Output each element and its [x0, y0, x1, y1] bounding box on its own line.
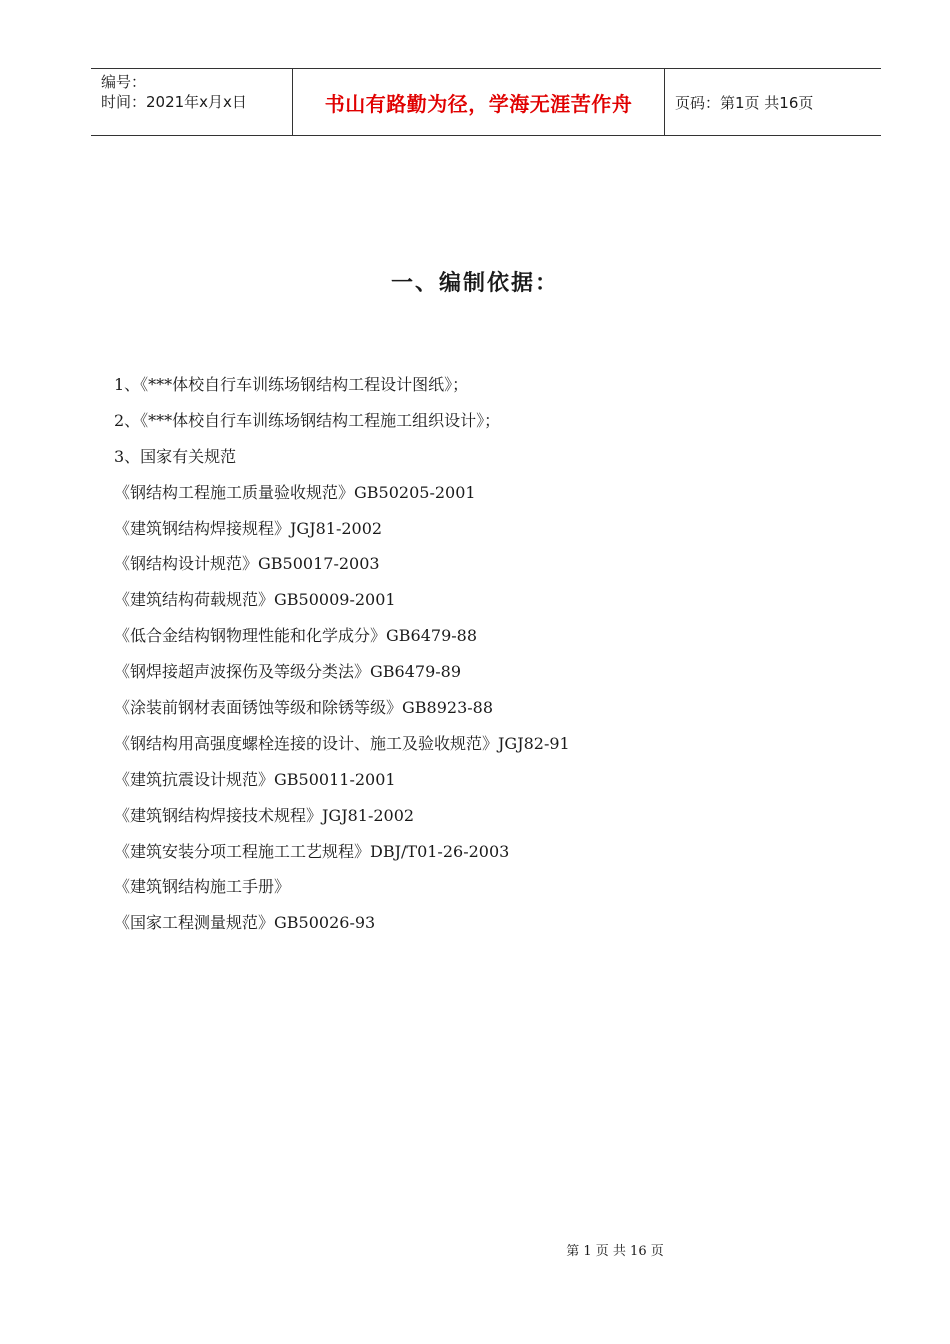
- list-item: 《钢结构设计规范》GB50017-2003: [114, 554, 380, 574]
- document-number-label: 编号：: [101, 73, 147, 91]
- list-item: 《低合金结构钢物理性能和化学成分》GB6479-88: [114, 626, 478, 646]
- header-meta-cell: [91, 69, 293, 135]
- list-item: 《钢结构工程施工质量验收规范》GB50205-2001: [114, 482, 476, 502]
- document-time-label: 时间：2021年x月x日: [101, 93, 247, 111]
- page-footer: [0, 1240, 950, 1259]
- list-item: 《钢焊接超声波探伤及等级分类法》GB6479-89: [114, 662, 462, 682]
- page-header: [91, 68, 881, 136]
- list-item: 2、《***体校自行车训练场钢结构工程施工组织设计》；: [114, 410, 501, 430]
- header-page-info: 页码：第1页 共16页: [675, 93, 814, 112]
- list-item: 《钢结构用高强度螺栓连接的设计、施工及验收规范》JGJ82-91: [114, 733, 570, 753]
- list-item: 《建筑抗震设计规范》GB50011-2001: [114, 769, 396, 789]
- list-item: 《建筑钢结构焊接规程》JGJ81-2002: [114, 518, 383, 538]
- list-item: 3、国家有关规范: [114, 446, 237, 466]
- list-item: 《建筑安装分项工程施工工艺规程》DBJ/T01-26-2003: [114, 841, 510, 861]
- list-item: 《建筑钢结构焊接技术规程》JGJ81-2002: [114, 805, 415, 825]
- section-title: 一、编制依据：: [390, 271, 559, 296]
- footer-page-number: 第 1 页 共 16 页: [566, 1244, 664, 1259]
- header-motto: 书山有路勤为径，学海无涯苦作舟: [293, 69, 665, 135]
- basis-list: [114, 372, 894, 946]
- list-item: 《国家工程测量规范》GB50026-93: [114, 913, 376, 933]
- list-item: 《建筑钢结构施工手册》: [114, 877, 291, 897]
- list-item: 《建筑结构荷载规范》GB50009-2001: [114, 590, 396, 610]
- list-item: 1、《***体校自行车训练场钢结构工程设计图纸》；: [114, 375, 469, 394]
- list-item: 《涂装前钢材表面锈蚀等级和除锈等级》GB8923-88: [114, 698, 494, 718]
